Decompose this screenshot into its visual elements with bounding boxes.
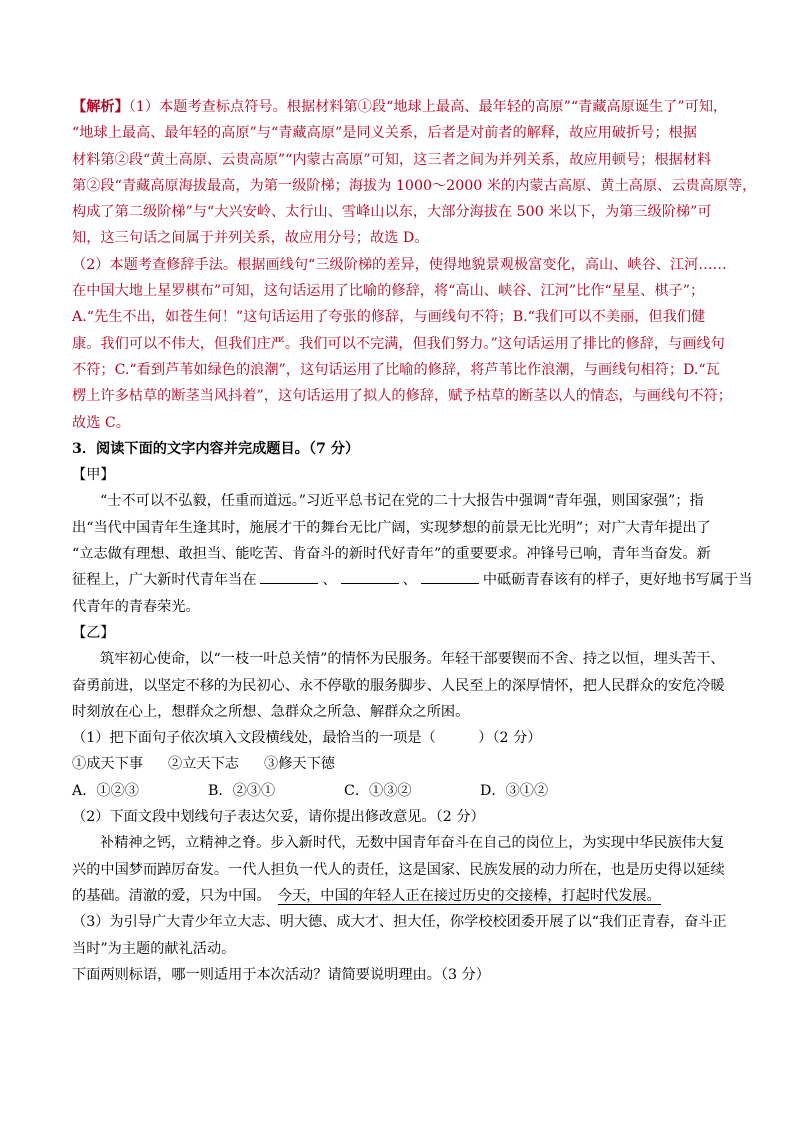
- section-yi-label: 【乙】: [72, 624, 115, 641]
- option-c[interactable]: C．①③②: [344, 782, 412, 799]
- sentence-item-2: ②立天下志: [168, 756, 239, 773]
- sentence-item-1: ①成天下事: [72, 756, 143, 773]
- s2-line-3-start: 的基础。清澈的爱，只为中国。: [72, 887, 264, 904]
- fill-blank-2[interactable]: [341, 569, 399, 584]
- analysis-line-4: 第②段“青藏高原海拔最高，为第一级阶梯；海拔为 1000～2000 米的内蒙古高原、黄土高原、云贵高原等，: [72, 177, 757, 194]
- analysis-line-7: （2）本题考查修辞手法。根据画线句“三级阶梯的差异，使得地貌景观极富变化，高山、峡谷、江河……: [72, 256, 727, 273]
- analysis-line-12: 楞上许多枯草的断茎当风抖着”，这句话运用了拟人的修辞，赋予枯草的断茎以人的情态，与画线句不符；: [72, 388, 732, 405]
- answer-options: [72, 778, 722, 804]
- underlined-sentence: 今天，中国的年轻人正在接过历史的交接棒，打起时代发展。: [277, 887, 661, 904]
- analysis-line-8: 在中国大地上星罗棋布”可知，这句话运用了比喻的修辞，将“高山、峡谷、江河”比作“星星、棋子”；: [72, 283, 705, 300]
- analysis-line-13: 故选 C。: [72, 414, 130, 431]
- document-page: [72, 94, 757, 988]
- yi-paragraph-line-1: 筑牢初心使命，以“一枝一叶总关情”的情怀为民服务。年轻干部要锲而不舍、持之以恒，埋头苦干、: [100, 651, 725, 668]
- analysis-line-6: 知，这三句话之间属于并列关系，故应用分号；故选 D。: [72, 230, 429, 247]
- jia-paragraph-line-2: 出“当代中国青年生逢其时，施展才干的舞台无比广阔，实现梦想的前景无比光明”；对广大青年提出了: [72, 519, 711, 536]
- analysis-line-3: 材料第②段“黄土高原、云贵高原”“内蒙古高原”可知，这三者之间为并列关系，故应用顿号；根据材料: [72, 151, 712, 168]
- sentence-item-3: ③修天下德: [264, 756, 335, 773]
- sub-question-3-line-2: 当时”为主题的献礼活动。: [72, 940, 236, 957]
- jia-line-4-start: 征程上，广大新时代青年当在: [72, 572, 257, 589]
- analysis-line-5: 构成了第二级阶梯”与“大兴安岭、太行山、雪峰山以东，大部分海拔在 500 米以下，为第三级阶梯”可: [72, 204, 712, 221]
- option-d[interactable]: D．③①②: [480, 782, 549, 799]
- fill-blank-1[interactable]: [260, 569, 318, 584]
- jia-paragraph-line-5: 代青年的青春荣光。: [72, 598, 200, 615]
- fill-blank-3[interactable]: [421, 569, 479, 584]
- analysis-line-2: “地球上最高、最年轻的高原”与“青藏高原”是同义关系，后者是对前者的解释，故应用破折号；根据: [72, 125, 697, 142]
- jia-paragraph-line-1: “士不可以不弘毅，任重而道远。”习近平总书记在党的二十大报告中强调“青年强，则国家强”；指: [100, 493, 704, 510]
- yi-paragraph-line-2: 奋勇前进，以坚定不移的为民初心、永不停歇的服务脚步、人民至上的深厚情怀，把人民群众的安危冷暖: [72, 677, 725, 694]
- sub-question-1: （1）把下面句子依次填入文段横线处，最恰当的一项是（ ）（2 分）: [72, 730, 542, 747]
- s2-paragraph-line-2: 兴的中国梦而踔厉奋发。一代人担负一代人的责任，这是国家、民族发展的动力所在，也是历史得以延续: [72, 861, 725, 878]
- option-b[interactable]: B．②③①: [208, 782, 276, 799]
- question-3-title: 3．阅读下面的文字内容并完成题目。（7 分）: [72, 440, 360, 457]
- sub-question-3-line-3: 下面两则标语，哪一则适用于本次活动？请简要说明理由。（3 分）: [72, 966, 490, 983]
- s2-paragraph-line-1: 补精神之钙，立精神之脊。步入新时代，无数中国青年奋斗在自己的岗位上，为实现中华民族伟大复: [100, 835, 725, 852]
- section-jia-label: 【甲】: [72, 467, 115, 484]
- analysis-text: （1）本题考查标点符号。根据材料第①段“地球上最高、最年轻的高原”“青藏高原诞生了”可知，: [128, 99, 728, 115]
- jia-paragraph-line-4: 征程上，广大新时代青年当在 、 、 中砥砺青春该有的样子，更好地书写属于当: [72, 567, 722, 593]
- analysis-line-1: [72, 94, 728, 120]
- sub-question-3-line-1: （3）为引导广大青少年立大志、明大德、成大才、担大任，你学校校团委开展了以“我们正青春，奋斗正: [72, 914, 727, 931]
- analysis-label: 【解析】: [72, 99, 129, 115]
- sentence-items: [72, 751, 722, 777]
- yi-paragraph-line-3: 时刻放在心上，想群众之所想、急群众之所急、解群众之所困。: [72, 703, 470, 720]
- analysis-line-9: A.“先生不出，如苍生何！”这句话运用了夸张的修辞，与画线句不符；B.“我们可以不美丽，但我们健: [72, 309, 706, 326]
- analysis-line-10: 康。我们可以不伟大，但我们庄严。我们可以不完满，但我们努力。”这句话运用了排比的修辞，与画线句: [72, 335, 725, 352]
- sub-question-2: （2）下面文段中划线句子表达欠妥，请你提出修改意见。（2 分）: [72, 809, 485, 826]
- jia-line-4-end: 中砥砺青春该有的样子，更好地书写属于当: [482, 572, 753, 589]
- jia-paragraph-line-3: “立志做有理想、敢担当、能吃苦、肯奋斗的新时代好青年”的重要要求。冲锋号已响，青年当奋发。新: [72, 546, 711, 563]
- option-a[interactable]: A．①②③: [72, 782, 139, 799]
- analysis-line-11: 不符；C.“看到芦苇如绿色的浪潮”，这句话运用了比喻的修辞，将芦苇比作浪潮，与画线句相符；D.“瓦: [72, 361, 720, 378]
- s2-paragraph-line-3: [72, 883, 722, 909]
